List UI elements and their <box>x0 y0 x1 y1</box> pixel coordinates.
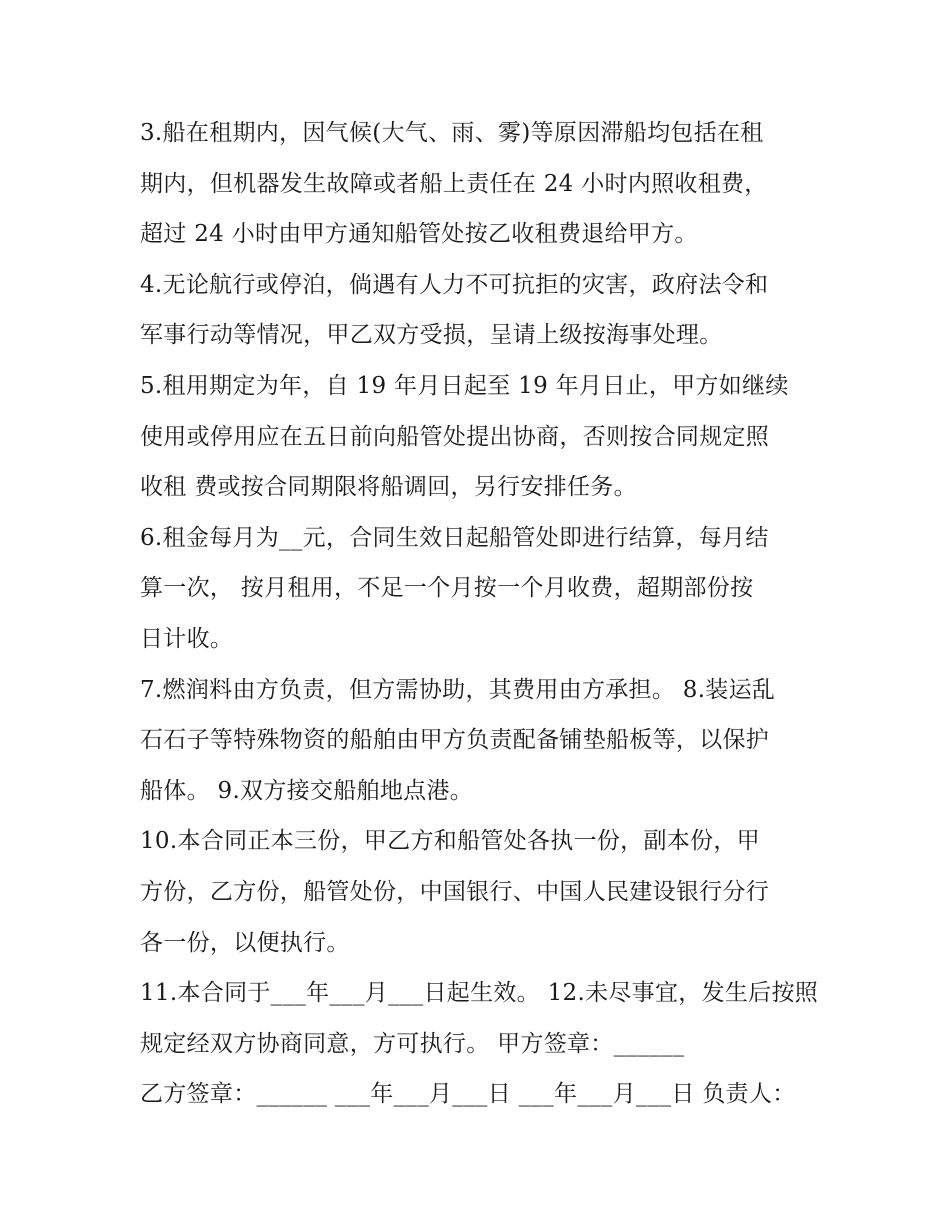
text-line: 11.本合同于___年___月___日起生效。 12.未尽事宜，发生后按照 <box>140 980 819 1007</box>
text-line: 6.租金每月为__元，合同生效日起船管处即进行结算，每月结 <box>140 524 769 551</box>
text-line: 石石子等特殊物资的船舶由甲方负责配备铺垫船板等，以保护 <box>140 727 770 754</box>
text-line: 4.无论航行或停泊，倘遇有人力不可抗拒的灾害，政府法令和 <box>140 271 769 298</box>
text-line: 超过 24 小时由甲方通知船管处按乙收租费退给甲方。 <box>140 221 698 248</box>
text-line: 船体。 9.双方接交船舶地点港。 <box>140 777 474 804</box>
text-line: 规定经双方协商同意，方可执行。 甲方签章：______ <box>140 1030 685 1057</box>
text-line: 各一份，以便执行。 <box>140 929 350 956</box>
text-line: 使用或停用应在五日前向船管处提出协商，否则按合同规定照 <box>140 423 770 450</box>
text-line: 乙方签章：______ ___年___月___日 ___年___月___日 负责人： <box>140 1081 796 1108</box>
text-line: 7.燃润料由方负责，但方需协助，其费用由方承担。 8.装运乱 <box>140 676 776 703</box>
text-line: 3.船在租期内，因气候(大气、雨、雾)等原因滞船均包括在租 <box>140 120 764 146</box>
text-line: 5.租用期定为年，自 19 年月日起至 19 年月日止，甲方如继续 <box>140 372 789 399</box>
text-line: 期内，但机器发生故障或者船上责任在 24 小时内照收租费， <box>140 170 768 197</box>
text-line: 方份，乙方份，船管处份，中国银行、中国人民建设银行分行 <box>140 878 770 905</box>
text-line: 军事行动等情况，甲乙双方受损，呈请上级按海事处理。 <box>140 322 723 349</box>
text-line: 收租 费或按合同期限将船调回，另行安排任务。 <box>140 474 637 501</box>
contract-text <box>140 108 820 1120</box>
text-line: 算一次， 按月租用，不足一个月按一个月收费，超期部份按 <box>140 575 754 602</box>
text-line: 10.本合同正本三份，甲乙方和船管处各执一份，副本份，甲 <box>140 828 760 855</box>
text-line: 日计收。 <box>140 625 234 652</box>
